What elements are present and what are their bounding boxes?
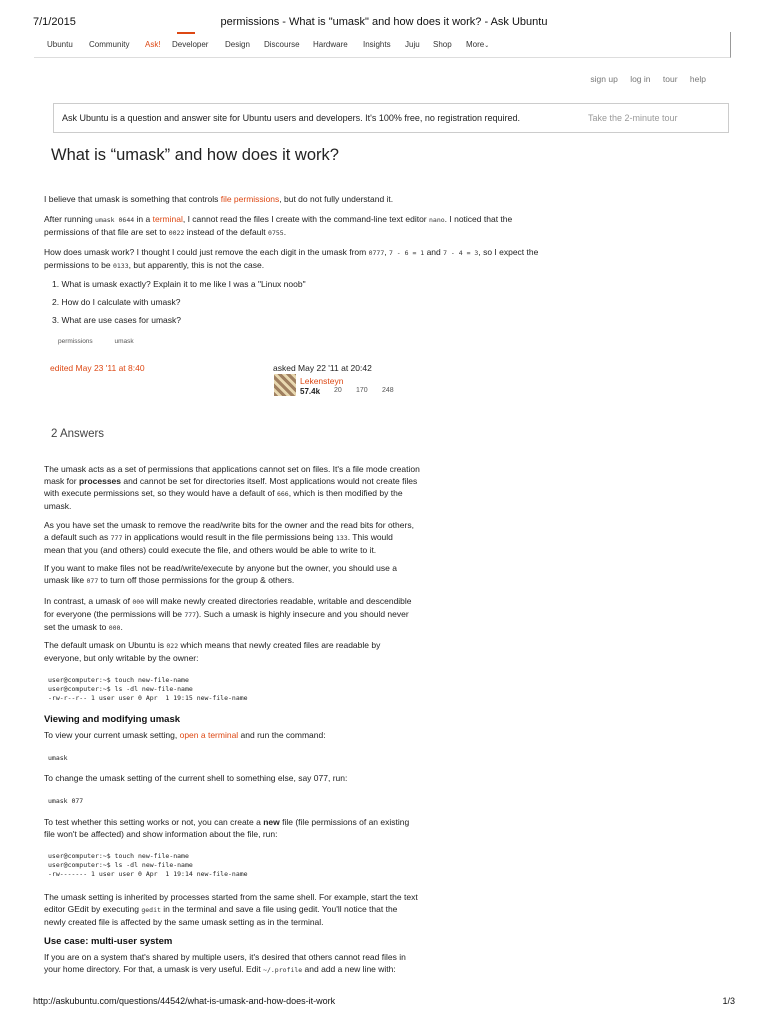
sign-up-link[interactable]: sign up <box>590 74 618 84</box>
nav-hardware[interactable]: Hardware <box>313 40 348 49</box>
nav-design[interactable]: Design <box>225 40 250 49</box>
nav-discourse[interactable]: Discourse <box>264 40 300 49</box>
user-links <box>580 74 706 84</box>
print-title: permissions - What is "umask" and how does it work? - Ask Ubuntu <box>220 16 548 28</box>
answer-paragraph-3: If you want to make files not be read/write/execute by anyone but the owner, you should use a umask like 077 to turn off those permissions for the group & others. <box>44 563 397 585</box>
edited-link[interactable]: edited May 23 '11 at 8:40 <box>50 363 145 373</box>
nav-juju[interactable]: Juju <box>405 40 420 49</box>
chevron-down-icon: ⌄ <box>484 43 490 49</box>
nav-shop[interactable]: Shop <box>433 40 452 49</box>
print-date: 7/1/2015 <box>33 16 76 28</box>
nav-community[interactable]: Community <box>89 40 130 49</box>
question-tags <box>58 338 154 345</box>
nav-developer[interactable]: Developer <box>172 40 209 49</box>
top-navbar <box>34 32 731 58</box>
question-paragraph-3: How does umask work? I thought I could just remove the each digit in the umask from 0777, 7 - 6 = 1 and 7 - 4 = 3, so I expect the permissions to be 0133, but apparently, this is not the case. <box>44 247 539 270</box>
answer-paragraph-view: To view your current umask setting, open a terminal and run the command: <box>44 730 326 740</box>
terminal-link[interactable]: terminal <box>152 214 183 224</box>
answer-paragraph-4: In contrast, a umask of 000 will make newly created directories readable, writable and descendible for everyone (the permissions will be 777). Such a umask is highly insecure and you should never set the umask to 000. <box>44 596 412 632</box>
print-header <box>0 16 768 30</box>
answer-paragraph-test: To test whether this setting works or not, you can create a new file (file permissions of an existing file won't be affected) and show information about the file, run: <box>44 817 410 839</box>
answer-paragraph-usecase: If you are on a system that's shared by multiple users, it's desired that others cannot read files in your home directory. For that, a umask is very useful. Edit ~/.profile and add a new line with: <box>44 952 406 974</box>
tag-umask[interactable]: umask <box>114 338 134 345</box>
answers-heading: 2 Answers <box>51 428 105 440</box>
footer-url: http://askubuntu.com/questions/44542/what-is-umask-and-how-does-it-work <box>33 996 336 1006</box>
asked-date: asked May 22 '11 at 20:42 <box>273 363 372 373</box>
badge-count-bronze: 248 <box>382 387 394 394</box>
nav-insights[interactable]: Insights <box>363 40 391 49</box>
list-item: 1. What is umask exactly? Explain it to me like I was a "Linux noob" <box>52 279 306 289</box>
intro-banner <box>53 103 729 133</box>
answer-paragraph-change: To change the umask setting of the current shell to something else, say 077, run: <box>44 773 348 783</box>
nav-more[interactable]: More⌄ <box>466 40 490 49</box>
tag-permissions[interactable]: permissions <box>58 338 93 345</box>
tour-link-banner[interactable]: Take the 2-minute tour <box>588 113 678 123</box>
help-link[interactable]: help <box>689 74 706 84</box>
list-item: 3. What are use cases for umask? <box>52 315 181 325</box>
print-footer <box>0 996 768 1008</box>
footer-page-number: 1/3 <box>722 996 735 1006</box>
question-title[interactable]: What is “umask” and how does it work? <box>51 146 339 164</box>
code-block-2: umask <box>48 754 68 762</box>
question-paragraph-1: I believe that umask is something that controls file permissions, but do not fully understand it. <box>44 194 394 204</box>
answer-paragraph-2: As you have set the umask to remove the read/write bits for the owner and the read bits for others, a default such as 777 in applications would result in the file permissions being 133. This would mean that you (and others) could execute the file, and others would be able to write to it. <box>44 520 414 555</box>
file-permissions-link[interactable]: file permissions <box>220 194 280 204</box>
user-reputation: 57.4k <box>300 387 321 396</box>
log-in-link[interactable]: log in <box>630 74 651 84</box>
code-block-3: umask 077 <box>48 797 84 805</box>
intro-text: Ask Ubuntu is a question and answer site for Ubuntu users and developers. It's 100% free, no registration required. <box>62 113 520 123</box>
answer-paragraph-5: The default umask on Ubuntu is 022 which means that newly created files are readable by everyone, but only writable by the owner: <box>44 640 381 663</box>
answer-paragraph-inherit: The umask setting is inherited by processes started from the same shell. For example, start the text editor GEdit by executing gedit in the terminal and save a file using gedit. You'll notice that the newly created file is affected by the same umask setting as in the terminal. <box>44 892 418 927</box>
answer-paragraph-1: The umask acts as a set of permissions that applications cannot set on files. It's a file mode creation mask for processes and cannot be set for directories itself. Most applications would not create files with execute permissions set, so they would have a default of 666, which is then modified by the umask. <box>44 464 420 511</box>
heading-viewing-umask: Viewing and modifying umask <box>44 714 181 725</box>
active-tab-indicator <box>177 32 195 34</box>
heading-use-case: Use case: multi-user system <box>44 936 173 947</box>
open-terminal-link[interactable]: open a terminal <box>179 730 239 740</box>
nav-ubuntu[interactable]: Ubuntu <box>47 40 73 49</box>
avatar[interactable] <box>274 374 296 396</box>
user-name-link[interactable]: Lekensteyn <box>300 376 344 386</box>
nav-ask[interactable]: Ask! <box>145 40 161 49</box>
list-item: 2. How do I calculate with umask? <box>52 297 181 307</box>
code-block-1: user@computer:~$ touch new-file-name user@computer:~$ ls -dl new-file-name -rw-r--r-- 1 user user 0 Apr 1 19:15 new-file-name <box>48 676 248 702</box>
question-paragraph-2: After running umask 0644 in a terminal, I cannot read the files I create with the command-line text editor nano. I noticed that the permissions of that file are set to 0022 instead of the default 0755. <box>44 214 513 237</box>
badge-count-silver: 170 <box>356 387 368 394</box>
tour-link[interactable]: tour <box>662 74 678 84</box>
badge-count-gold: 20 <box>334 387 342 394</box>
code-block-4: user@computer:~$ touch new-file-name user@computer:~$ ls -dl new-file-name -rw------- 1 user user 0 Apr 1 19:14 new-file-name <box>48 852 248 878</box>
